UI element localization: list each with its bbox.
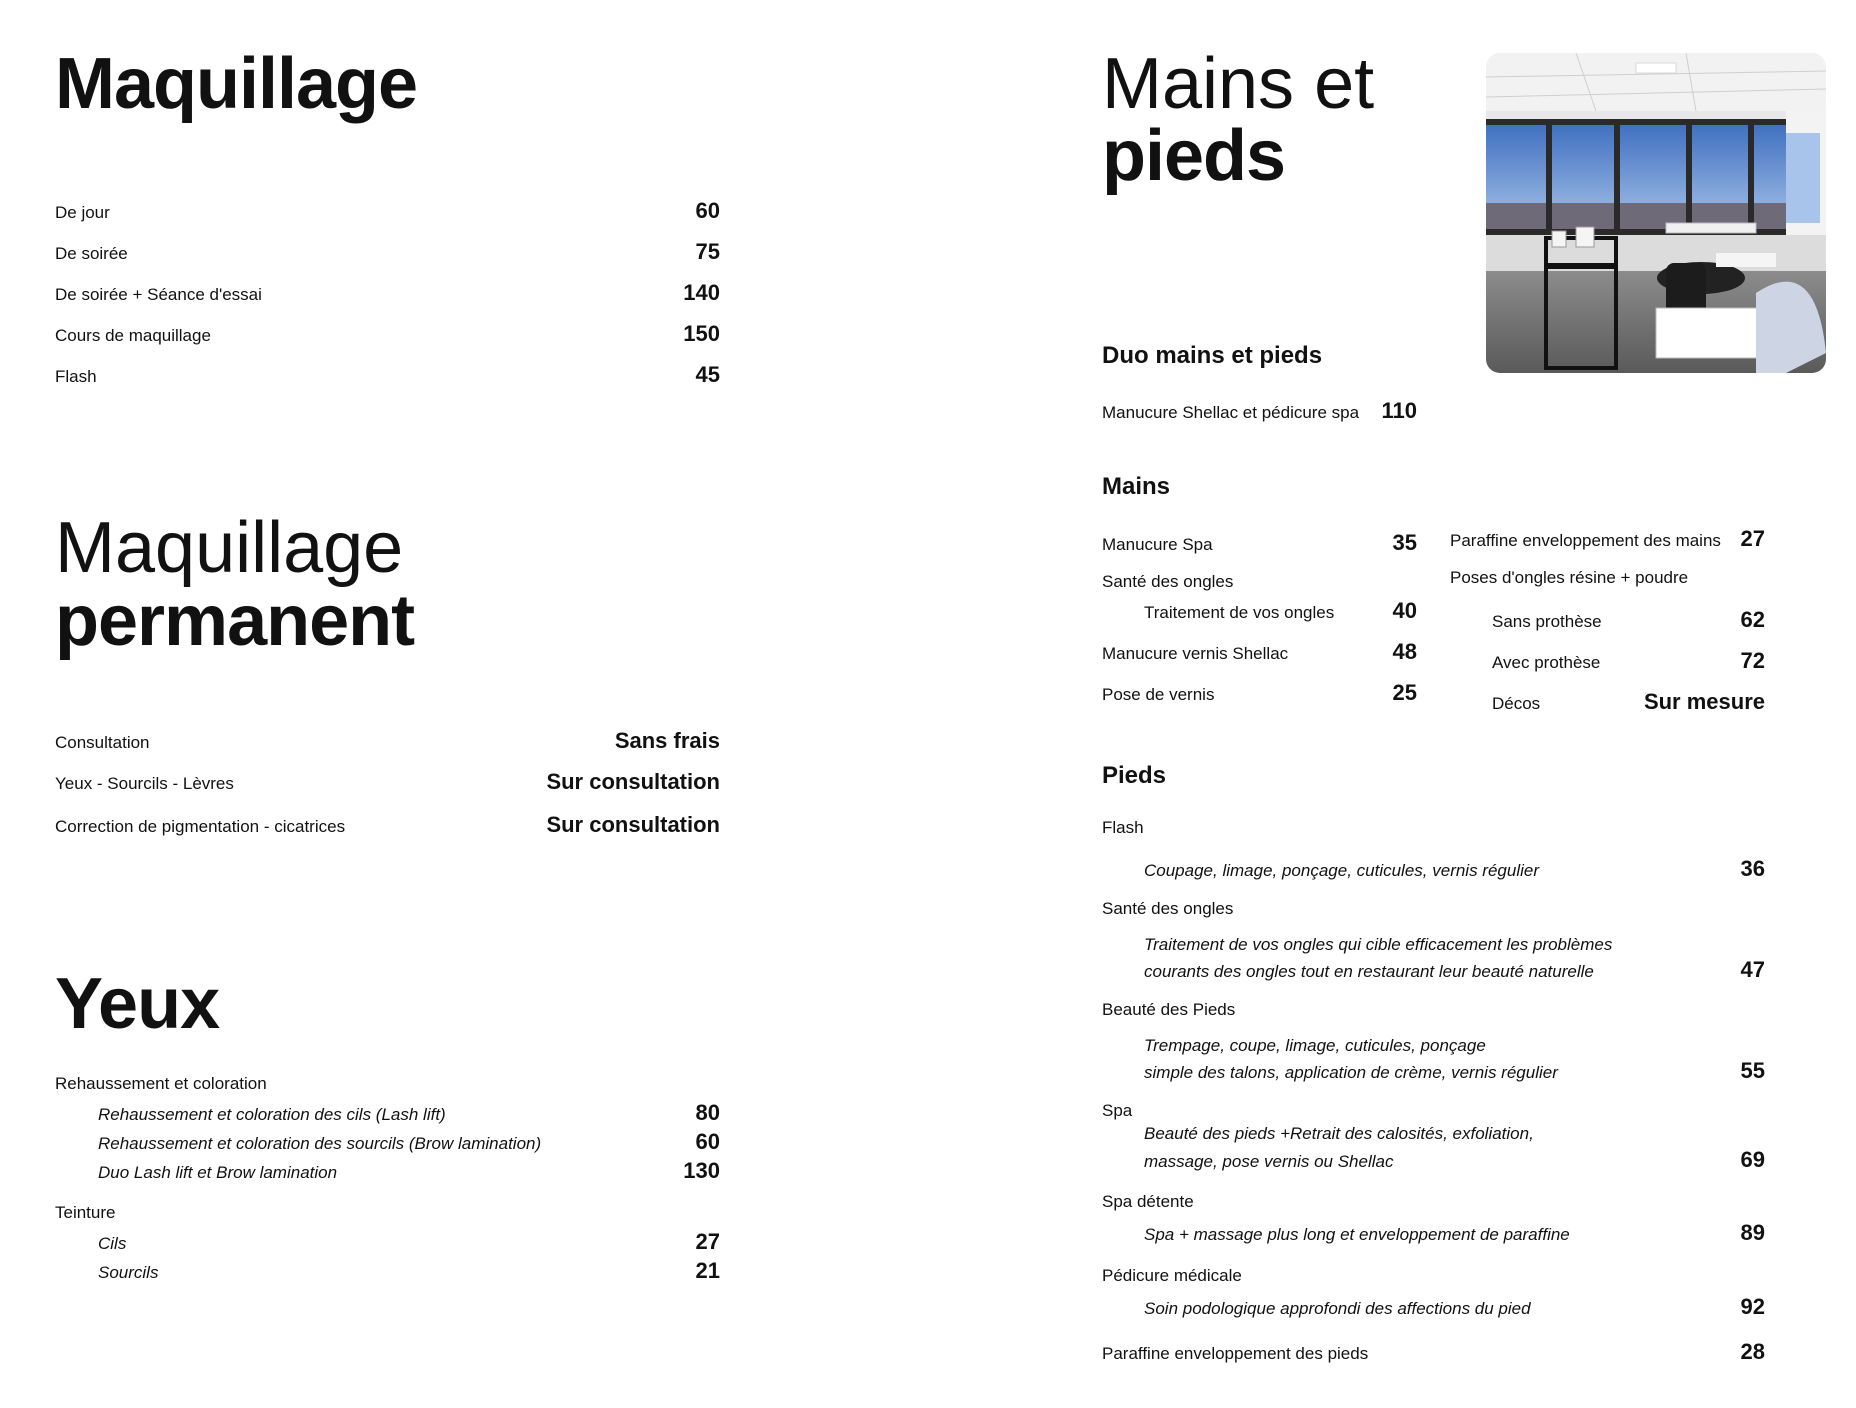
- mains-pieds-title-bold: pieds: [1102, 116, 1286, 196]
- list-item: [55, 239, 720, 265]
- permanent-title-light: Maquillage: [55, 508, 404, 588]
- list-item: [98, 1158, 720, 1184]
- item-desc: courants des ongles tout en restaurant leur beauté naturelle: [1144, 962, 1594, 981]
- item-price: 40: [1392, 598, 1417, 623]
- item-label: Yeux - Sourcils - Lèvres: [55, 774, 234, 793]
- item-label: Cours de maquillage: [55, 326, 211, 345]
- item-desc: massage, pose vernis ou Shellac: [1144, 1152, 1394, 1171]
- item-price: 150: [683, 321, 720, 346]
- item-price: 140: [683, 280, 720, 305]
- group-label: Teinture: [55, 1203, 116, 1222]
- item-desc: Spa + massage plus long et enveloppement de paraffine: [1144, 1225, 1570, 1244]
- item-label: Poses d'ongles résine + poudre: [1450, 568, 1689, 587]
- list-item: [1450, 526, 1765, 552]
- item-price: 55: [1740, 1058, 1765, 1083]
- list-item: [1102, 572, 1417, 592]
- item-price: 75: [695, 239, 720, 264]
- item-label: De soirée: [55, 244, 128, 263]
- list-item: [55, 728, 720, 754]
- list-item: [98, 1100, 720, 1126]
- item-price: 72: [1740, 648, 1765, 673]
- mains-heading: Mains: [1102, 473, 1171, 500]
- item-label: Correction de pigmentation - cicatrices: [55, 817, 346, 836]
- pieds-item-name: Beauté des Pieds: [1102, 1000, 1236, 1019]
- mains-pieds-title-light: Mains et: [1102, 44, 1375, 124]
- list-item: [1492, 689, 1765, 715]
- list-item: [1144, 1058, 1765, 1084]
- item-price: 28: [1740, 1339, 1765, 1364]
- salon-image: [1486, 53, 1826, 373]
- item-label: Sourcils: [98, 1263, 159, 1282]
- item-label: Manucure vernis Shellac: [1102, 644, 1289, 663]
- item-price: 25: [1392, 680, 1417, 705]
- item-price: Sur mesure: [1643, 689, 1765, 714]
- list-item: [1102, 639, 1417, 665]
- item-price: 89: [1740, 1220, 1765, 1245]
- list-item: [1102, 398, 1417, 424]
- group-label: Rehaussement et coloration: [55, 1074, 267, 1093]
- list-item: [55, 198, 720, 224]
- item-label: Rehaussement et coloration des sourcils (Brow lamination): [98, 1134, 542, 1153]
- list-item: [1492, 648, 1765, 674]
- list-item: [98, 1129, 720, 1155]
- list-item: [1144, 1220, 1765, 1246]
- pieds-item-name: Spa: [1102, 1101, 1133, 1120]
- item-label: De jour: [55, 203, 110, 222]
- item-price: 92: [1740, 1294, 1765, 1319]
- item-label: Consultation: [55, 733, 150, 752]
- list-item: [55, 362, 720, 388]
- item-price: 60: [695, 1129, 720, 1154]
- item-label: Santé des ongles: [1102, 572, 1234, 591]
- item-label: Rehaussement et coloration des cils (Lash lift): [98, 1105, 446, 1124]
- item-label: Cils: [98, 1234, 127, 1253]
- item-price: 47: [1740, 957, 1765, 982]
- pieds-item-name: Flash: [1102, 818, 1144, 837]
- item-price: 69: [1740, 1147, 1765, 1172]
- item-label: Flash: [55, 367, 97, 386]
- maquillage-title: Maquillage: [55, 44, 418, 124]
- item-label: Avec prothèse: [1492, 653, 1601, 672]
- item-price: 62: [1740, 607, 1765, 632]
- item-desc: Trempage, coupe, limage, cuticules, ponçage: [1144, 1036, 1486, 1055]
- item-price: 45: [695, 362, 720, 387]
- item-price: Sur consultation: [546, 812, 720, 837]
- item-price: 27: [1740, 526, 1765, 551]
- list-item: [55, 769, 720, 795]
- list-item: [1102, 530, 1417, 556]
- pieds-item-name: Santé des ongles: [1102, 899, 1234, 918]
- list-item: [55, 280, 720, 306]
- list-item: [55, 812, 720, 838]
- item-label: Duo Lash lift et Brow lamination: [98, 1163, 338, 1182]
- list-item: [1144, 1294, 1765, 1320]
- item-desc: Coupage, limage, ponçage, cuticules, vernis régulier: [1144, 861, 1540, 880]
- list-item: [1102, 1339, 1765, 1365]
- list-item: [1144, 598, 1417, 624]
- item-price: 110: [1381, 398, 1417, 423]
- list-item: [1450, 568, 1765, 588]
- item-desc: Traitement de vos ongles qui cible efficacement les problèmes: [1144, 935, 1613, 954]
- list-item: [55, 321, 720, 347]
- item-price: Sur consultation: [546, 769, 720, 794]
- item-label: Décos: [1492, 694, 1541, 713]
- item-price: 21: [695, 1258, 720, 1283]
- list-item: [1144, 1147, 1765, 1173]
- item-desc: Beauté des pieds +Retrait des calosités, exfoliation,: [1144, 1124, 1534, 1143]
- item-label: Manucure Shellac et pédicure spa: [1102, 403, 1360, 422]
- list-item: [1102, 680, 1417, 706]
- permanent-title-bold: permanent: [55, 581, 415, 661]
- duo-heading: Duo mains et pieds: [1102, 342, 1323, 369]
- yeux-title: Yeux: [55, 964, 220, 1044]
- item-price: 36: [1740, 856, 1765, 881]
- item-label: Sans prothèse: [1492, 612, 1602, 631]
- item-label: Paraffine enveloppement des pieds: [1102, 1344, 1369, 1363]
- item-price: 48: [1392, 639, 1417, 664]
- item-price: 27: [695, 1229, 720, 1254]
- pieds-item-name: Pédicure médicale: [1102, 1266, 1242, 1285]
- item-label: Manucure Spa: [1102, 535, 1213, 554]
- item-label: Traitement de vos ongles: [1144, 603, 1335, 622]
- item-price: 60: [695, 198, 720, 223]
- list-item: [1144, 856, 1765, 882]
- item-price: Sans frais: [614, 728, 720, 753]
- salon-photo: [1486, 53, 1826, 373]
- list-item: [1492, 607, 1765, 633]
- pieds-heading: Pieds: [1102, 762, 1167, 789]
- list-item: [98, 1229, 720, 1255]
- pieds-item-name: Spa détente: [1102, 1192, 1194, 1211]
- item-price: 35: [1392, 530, 1417, 555]
- item-label: Paraffine enveloppement des mains: [1450, 531, 1721, 550]
- list-item: [1144, 957, 1765, 983]
- item-price: 130: [683, 1158, 720, 1183]
- item-label: De soirée + Séance d'essai: [55, 285, 262, 304]
- list-item: [98, 1258, 720, 1284]
- item-price: 80: [695, 1100, 720, 1125]
- item-label: Pose de vernis: [1102, 685, 1215, 704]
- item-desc: simple des talons, application de crème, vernis régulier: [1144, 1063, 1558, 1082]
- item-desc: Soin podologique approfondi des affections du pied: [1144, 1299, 1531, 1318]
